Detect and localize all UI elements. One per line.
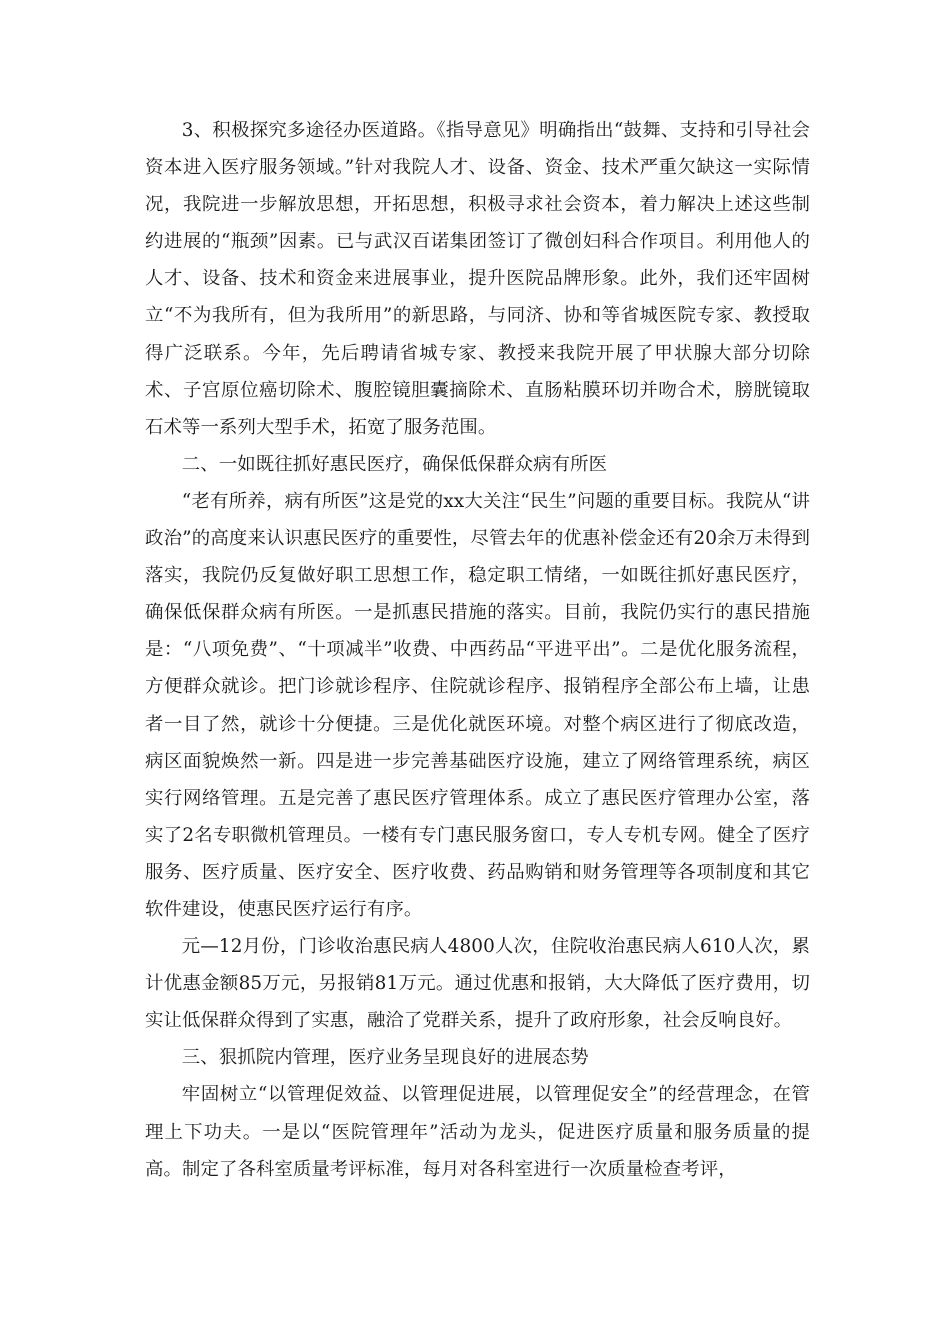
paragraph-multi-channel-hospital: 3、积极探究多途径办医道路。《指导意见》明确指出“鼓舞、支持和引导社会资本进入医疗服务领域。”针对我院人才、设备、资金、技术严重欠缺这一实际情况，我院进一步解放思想，开拓思想，积极寻求社会资本，着力解决上述这些制约进展的“瓶颈”因素。已与武汉百诺集团签订了微创妇科合作项目。利用他人的人才、设备、技术和资金来进展事业，提升医院品牌形象。此外，我们还牢固树立“不为我所有，但为我所用”的新思路，与同济、协和等省城医院专家、教授取得广泛联系。今年，先后聘请省城专家、教授来我院开展了甲状腺大部分切除术、子宫原位癌切除术、腹腔镜胆囊摘除术、直肠粘膜环切并吻合术，膀胱镜取石术等一系列大型手术，拓宽了服务范围。: [145, 120, 810, 438]
paragraph-statistics: 元—12月份，门诊收治惠民病人4800人次，住院收治惠民病人610人次，累计优惠金额85万元，另报销81万元。通过优惠和报销，大大降低了医疗费用，切实让低保群众得到了实惠，融洽了党群关系，提升了政府形象，社会反响良好。: [145, 936, 810, 1032]
document-body: [145, 112, 810, 1188]
paragraph-benefit-medical: “老有所养，病有所医”这是党的xx大关注“民生”问题的重要目标。我院从“讲政治”的高度来认识惠民医疗的重要性，尽管去年的优惠补偿金还有20余万未得到落实，我院仍反复做好职工思想工作，稳定职工情绪，一如既往抓好惠民医疗，确保低保群众病有所医。一是抓惠民措施的落实。目前，我院仍实行的惠民措施是：“八项免费”、“十项减半”收费、中西药品“平进平出”。二是优化服务流程，方便群众就诊。把门诊就诊程序、住院就诊程序、报销程序全部公布上墙，让患者一目了然，就诊十分便捷。三是优化就医环境。对整个病区进行了彻底改造，病区面貌焕然一新。四是进一步完善基础医疗设施，建立了网络管理系统，病区实行网络管理。五是完善了惠民医疗管理体系。成立了惠民医疗管理办公室，落实了2名专职微机管理员。一楼有专门惠民服务窗口，专人专机专网。健全了医疗服务、医疗质量、医疗安全、医疗收费、药品购销和财务管理等各项制度和其它软件建设，使惠民医疗运行有序。: [145, 490, 810, 920]
section-heading-3: 三、狠抓院内管理，医疗业务呈现良好的进展态势: [181, 1047, 589, 1069]
section-heading-2: 二、一如既往抓好惠民医疗，确保低保群众病有所医: [181, 453, 608, 475]
paragraph-management: 牢固树立“以管理促效益、以管理促进展，以管理促安全”的经营理念，在管理上下功夫。一是以“医院管理年”活动为龙头，促进医疗质量和服务质量的提高。制定了各科室质量考评标准，每月对各科室进行一次质量检查考评，: [145, 1084, 810, 1180]
